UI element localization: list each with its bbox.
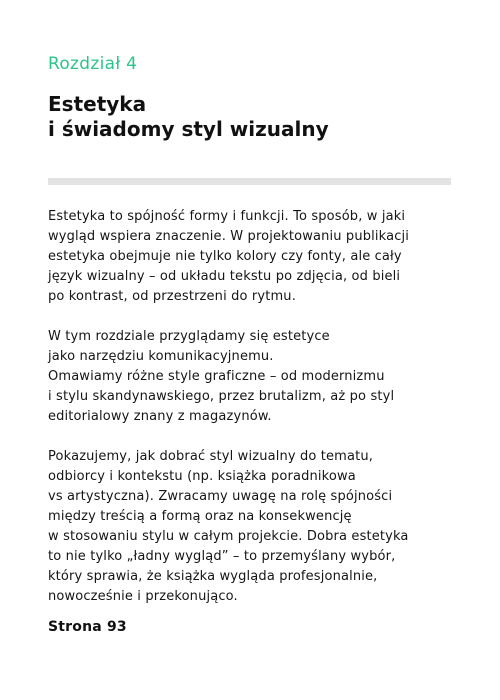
text-line: odbiorcy i kontekstu (np. książka poradnikowa [48,469,356,484]
chapter-label: Rozdział 4 [48,54,138,74]
text-line: w stosowaniu stylu w całym projekcie. Dobra estetyka [48,529,409,544]
text-line: editorialowy znany z magazynów. [48,409,272,424]
text-line: po kontrast, od przestrzeni do rytmu. [48,289,296,304]
text-line: język wizualny – od układu tekstu po zdjęcia, od bieli [48,269,401,284]
chapter-title-line: i świadomy styl wizualny [48,117,329,141]
body-text [48,207,458,627]
text-line: jako narzędziu komunikacyjnemu. [48,349,274,364]
text-line: Estetyka to spójność formy i funkcji. To sposób, w jaki [48,209,406,224]
text-line: który sprawia, że książka wygląda profesjonalnie, [48,569,378,584]
text-line: i stylu skandynawskiego, przez brutalizm, aż po styl [48,389,395,404]
page-number: Strona 93 [48,619,127,635]
paragraph-3 [48,447,458,607]
paragraph-2 [48,327,458,427]
text-line: to nie tylko „ładny wygląd” – to przemyślany wybór, [48,549,396,564]
text-line: vs artystyczna). Zwracamy uwagę na rolę spójności [48,489,393,504]
chapter-title [48,92,329,142]
text-line: Pokazujemy, jak dobrać styl wizualny do tematu, [48,449,374,464]
text-line: nowocześnie i przekonująco. [48,589,238,604]
paragraph-1 [48,207,458,307]
text-line: W tym rozdziale przyglądamy się estetyce [48,329,330,344]
text-line: między treścią a formą oraz na konsekwencję [48,509,352,524]
text-line: Omawiamy różne style graficzne – od modernizmu [48,369,385,384]
chapter-title-line: Estetyka [48,92,147,116]
text-line: estetyka obejmuje nie tylko kolory czy fonty, ale cały [48,249,402,264]
text-line: wygląd wspiera znaczenie. W projektowaniu publikacji [48,229,410,244]
section-divider [48,178,451,185]
